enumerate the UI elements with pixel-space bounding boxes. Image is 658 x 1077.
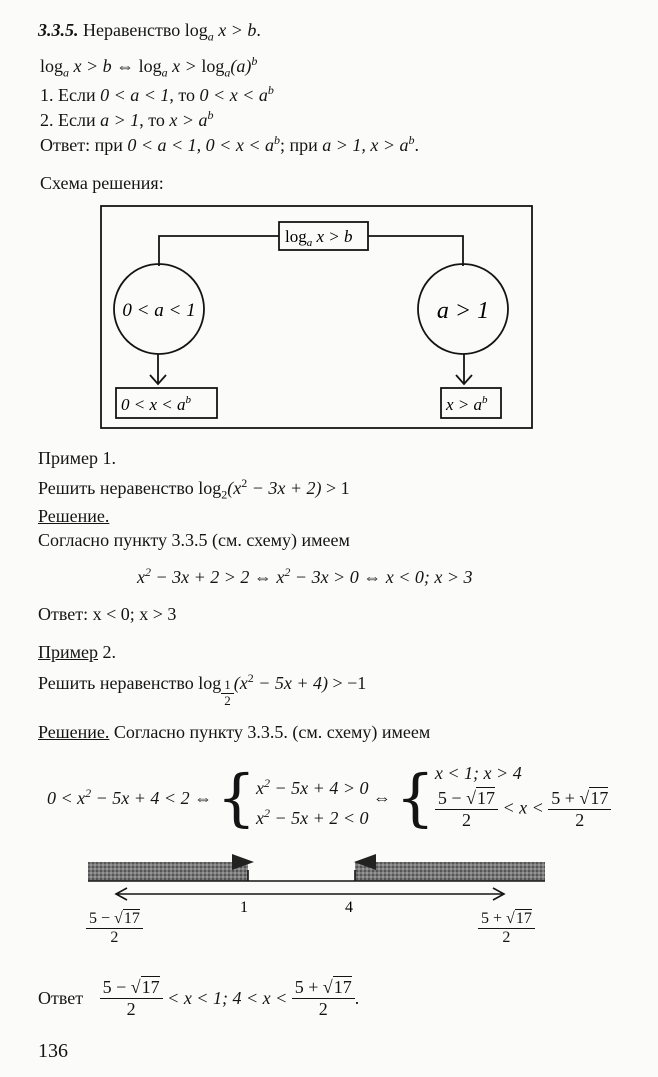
example2-ineq: $0 < x^2 - 5x + 4 < 2$ ⇔ — [47, 786, 213, 809]
scheme-left-connector — [159, 236, 279, 266]
answer-frac-right: $\frac{5 + √17}{2}$ — [292, 977, 355, 1019]
example1-answer: Ответ: x < 0; x > 3 — [38, 604, 177, 624]
example1-reference: Согласно пункту 3.3.5 (см. схему) имеем — [38, 530, 350, 550]
section-answer: Ответ: при 0 < a < 1, $0 < x < a^b$; при a > 1, $x > a^b$. — [40, 133, 420, 155]
result-brace: { — [395, 761, 435, 834]
example2-system: $0 < x^2 - 5x + 4 < 2$ ⇔ { $x^2 - 5x + 4 > 0$ $x^2 - 5x + 2 < 0$ ⇔ { x < 1; x > 4 $\frac{5 - √17}{2}$ < x < $\frac{5 + √17}{2}$ — [47, 758, 611, 838]
tick-label-1: 1 — [240, 899, 248, 916]
scheme-left-circle-label: 0 < a < 1 — [122, 300, 196, 321]
scheme-top-label: $\log_a x > b$ — [285, 227, 353, 249]
example1-title: Пример 1. — [38, 448, 117, 468]
example2-task: Решить неравенство log $\frac{1}{2}$ $(x^2 - 5x + 4) > -1$ — [38, 671, 367, 708]
section-number: 3.3.5. — [38, 20, 79, 40]
example2-answer: Ответ $\frac{5 - √17}{2}$ < x < 1; 4 < x < $\frac{5 + √17}{2}$ . — [38, 977, 360, 1019]
example2-title: Пример 2. — [38, 642, 117, 662]
section-title-word: Неравенство — [83, 20, 181, 40]
frac-right: $\frac{5 + √17}{2}$ — [548, 788, 611, 831]
tick-label-4: 4 — [345, 899, 353, 916]
example1-task: Решить неравенство $\log_2(x^2 - 3x + 2) > 1$ — [38, 476, 350, 502]
scheme-title: Схема решения: — [40, 173, 164, 193]
example1-chain: $x^2 - 3x + 2 > 2$ ⇔ $x^2 - 3x > 0$ ⇔ x < 0; x > 3 — [137, 565, 473, 587]
page-number: 136 — [38, 1040, 68, 1062]
section-heading: 3.3.5. Неравенство $\log_a x > b$. — [38, 20, 261, 44]
case-1: 1. Если 0 < a < 1, то $0 < x < a^b$ — [40, 83, 274, 105]
result-rows: x < 1; x > 4 $\frac{5 - √17}{2}$ < x < $\frac{5 + √17}{2}$ — [435, 758, 611, 838]
example2-log-base: $\frac{1}{2}$ — [221, 678, 234, 709]
shaded-right-interval — [355, 862, 545, 881]
scheme-right-circle-label: a > 1 — [436, 298, 490, 324]
answer-frac-left: $\frac{5 - √17}{2}$ — [100, 977, 163, 1019]
solution-scheme — [0, 198, 658, 448]
numline-left-root: $\frac{5 - √17}{2}$ — [86, 910, 143, 948]
shaded-left-interval — [88, 862, 248, 881]
numline-right-root: $\frac{5 + √17}{2}$ — [478, 910, 535, 948]
system-rows: $x^2 - 5x + 4 > 0$ $x^2 - 5x + 2 < 0$ — [256, 776, 369, 828]
case-2: 2. Если a > 1, то $x > a^b$ — [40, 108, 214, 130]
scheme-left-result: $0 < x < a^b$ — [121, 394, 191, 414]
example1-solution-label: Решение. — [38, 506, 110, 526]
scheme-right-result: $x > a^b$ — [446, 394, 488, 414]
frac-left: $\frac{5 - √17}{2}$ — [435, 788, 498, 831]
system-brace: { — [216, 761, 257, 834]
transform-line: $\log_a x > b$ ⇔ $\log_a x > \log_a(a)^b$ — [40, 54, 258, 80]
scheme-right-connector — [368, 236, 463, 266]
example2-solution: Решение. Согласно пункту 3.3.5. (см. схему) имеем — [38, 722, 431, 742]
